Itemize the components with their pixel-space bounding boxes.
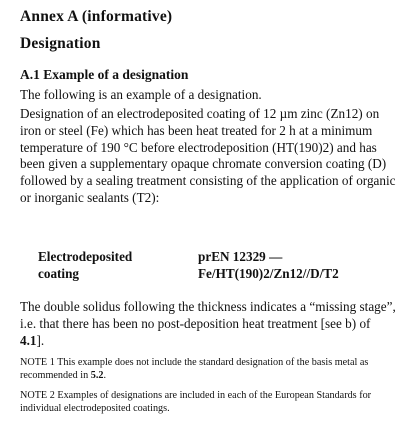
note-1-text: NOTE 1 This example does not include the standard designation of the basis metal as recommended in [20,357,369,381]
clause-reference: 4.1 [20,333,37,348]
annex-title: Annex A (informative) [20,8,173,25]
explanation-end: ]. [36,333,45,348]
explanation-text: The double solidus following the thickness indicates a “missing stage”, i.e. that there has been no post-deposition heat treatment [see b) of [20,299,396,331]
annex-subtitle: Designation [20,35,101,52]
note-2: NOTE 2 Examples of designations are included in each of the European Standards for individual electrodeposited coatings. [20,390,372,414]
note-1 [20,356,396,382]
designation-label: Electrodeposited [38,249,133,264]
designation-standard: prEN 12329 — [198,249,283,264]
intro-paragraph: The following is an example of a designation. [20,87,262,102]
section-heading: A.1 Example of a designation [20,67,189,82]
designation-code: Fe/HT(190)2/Zn12//D/T2 [198,266,339,281]
designation-label-cont: coating [38,266,80,281]
note-1-end: . [103,370,107,381]
description-paragraph: Designation of an electrodeposited coating of 12 µm zinc (Zn12) on iron or steel (Fe) which has been heat treated for 2 h at a minimum temperature of 190 °C before electrodeposition (HT(190)2) and has been given a supplementary opaque chromate conversion coating (D) followed by a sealing treatment consisting of the application of organic or inorganic sealants (T2): [20,106,396,205]
note-1-reference: 5.2 [90,370,104,381]
explanation-paragraph [20,298,396,349]
